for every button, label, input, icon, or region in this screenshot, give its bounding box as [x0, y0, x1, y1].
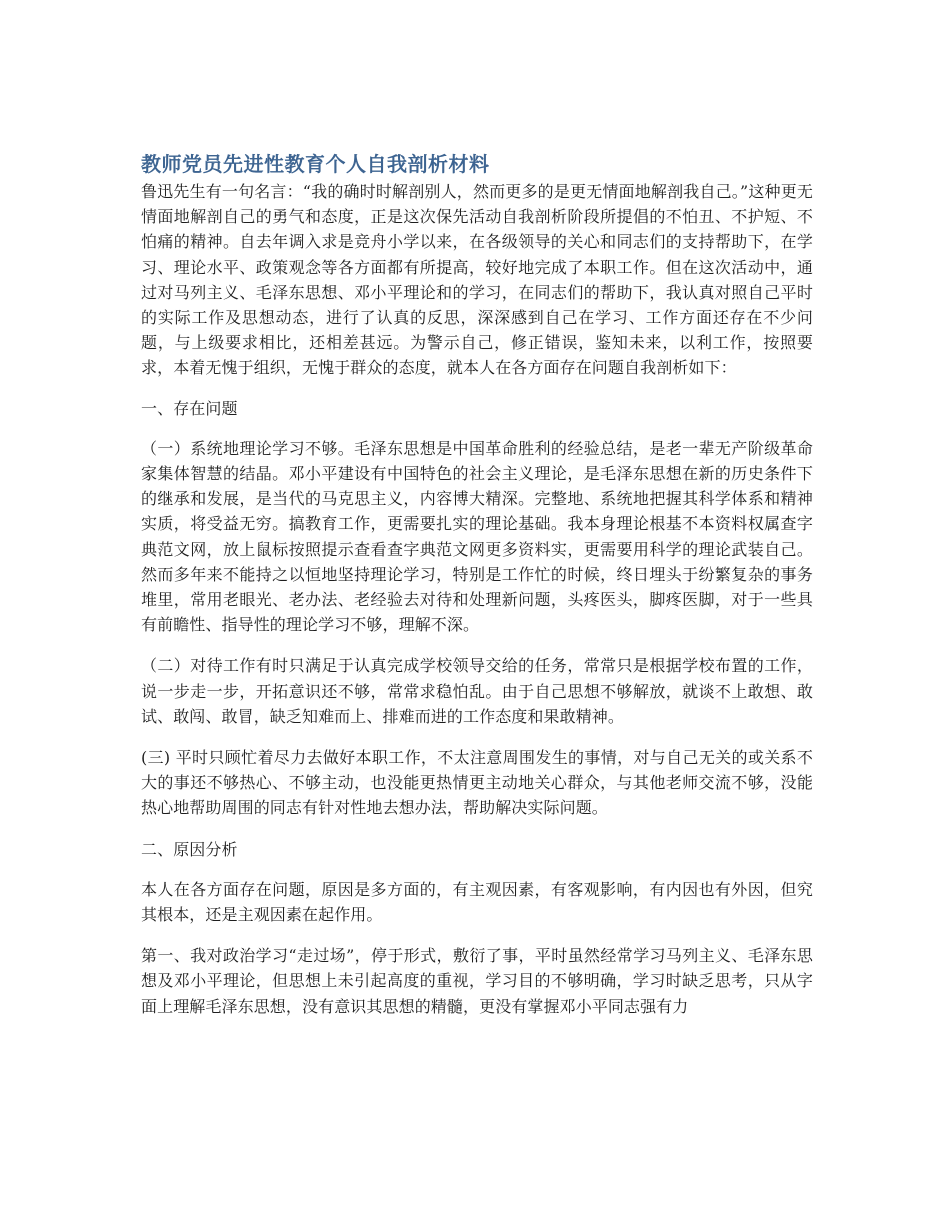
intro-paragraph: 鲁迅先生有一句名言：“我的确时时解剖别人，然而更多的是更无情面地解剖我自己。”这种更无情面地解剖自己的勇气和态度，正是这次保先活动自我剖析阶段所提倡的不怕丑、不护短、不怕痛的精神。自去年调入求是竞舟小学以来，在各级领导的关心和同志们的支持帮助下，在学习、理论水平、政策观念等各方面都有所提高，较好地完成了本职工作。但在这次活动中，通过对马列主义、毛泽东思想、邓小平理论和的学习，在同志们的帮助下，我认真对照自己平时的实际工作及思想动态，进行了认真的反思，深深感到自己在学习、工作方面还存在不少问题，与上级要求相比，还相差甚远。为警示自己，修正错误，鉴知未来，以利工作，按照要求，本着无愧于组织，无愧于群众的态度，就本人在各方面存在问题自我剖析如下： — [141, 182, 813, 378]
problem-3-paragraph: (三) 平时只顾忙着尽力去做好本职工作，不太注意周围发生的事情，对与自己无关的或关系不大的事还不够热心、不够主动，也没能更热情更主动地关心群众，与其他老师交流不够，没能热心地帮助周围的同志有针对性地去想办法，帮助解决实际问题。 — [141, 748, 813, 818]
section-heading-causes: 二、原因分析 — [141, 839, 238, 859]
document-title: 教师党员先进性教育个人自我剖析材料 — [141, 152, 490, 176]
cause-intro-paragraph: 本人在各方面存在问题，原因是多方面的，有主观因素，有客观影响，有内因也有外因，但究其根本，还是主观因素在起作用。 — [141, 879, 813, 925]
section-heading-problems: 一、存在问题 — [141, 398, 238, 418]
document-page — [141, 150, 813, 1035]
cause-1-paragraph: 第一、我对政治学习“走过场”，停于形式，敷衍了事，平时虽然经常学习马列主义、毛泽东思想及邓小平理论，但思想上未引起高度的重视，学习目的不够明确，学习时缺乏思考，只从字面上理解毛泽东思想，没有意识其思想的精髓，更没有掌握邓小平同志强有力 — [141, 946, 813, 1016]
problem-1-paragraph: （一）系统地理论学习不够。毛泽东思想是中国革命胜利的经验总结，是老一辈无产阶级革命家集体智慧的结晶。邓小平建设有中国特色的社会主义理论，是毛泽东思想在新的历史条件下的继承和发展，是当代的马克思主义，内容博大精深。完整地、系统地把握其科学体系和精神实质，将受益无穷。搞教育工作，更需要扎实的理论基础。我本身理论根基不本资料权属查字典范文网，放上鼠标按照提示查看查字典范文网更多资料实，更需要用科学的理论武装自己。然而多年来不能持之以恒地坚持理论学习，特别是工作忙的时候，终日埋头于纷繁复杂的事务堆里，常用老眼光、老办法、老经验去对待和处理新问题，头疼医头，脚疼医脚，对于一些具有前瞻性、指导性的理论学习不够，理解不深。 — [141, 438, 813, 635]
problem-2-paragraph: （二）对待工作有时只满足于认真完成学校领导交给的任务，常常只是根据学校布置的工作，说一步走一步，开拓意识还不够，常常求稳怕乱。由于自己思想不够解放，就谈不上敢想、敢试、敢闯、敢冒，缺乏知难而上、排难而进的工作态度和果敢精神。 — [141, 656, 813, 726]
